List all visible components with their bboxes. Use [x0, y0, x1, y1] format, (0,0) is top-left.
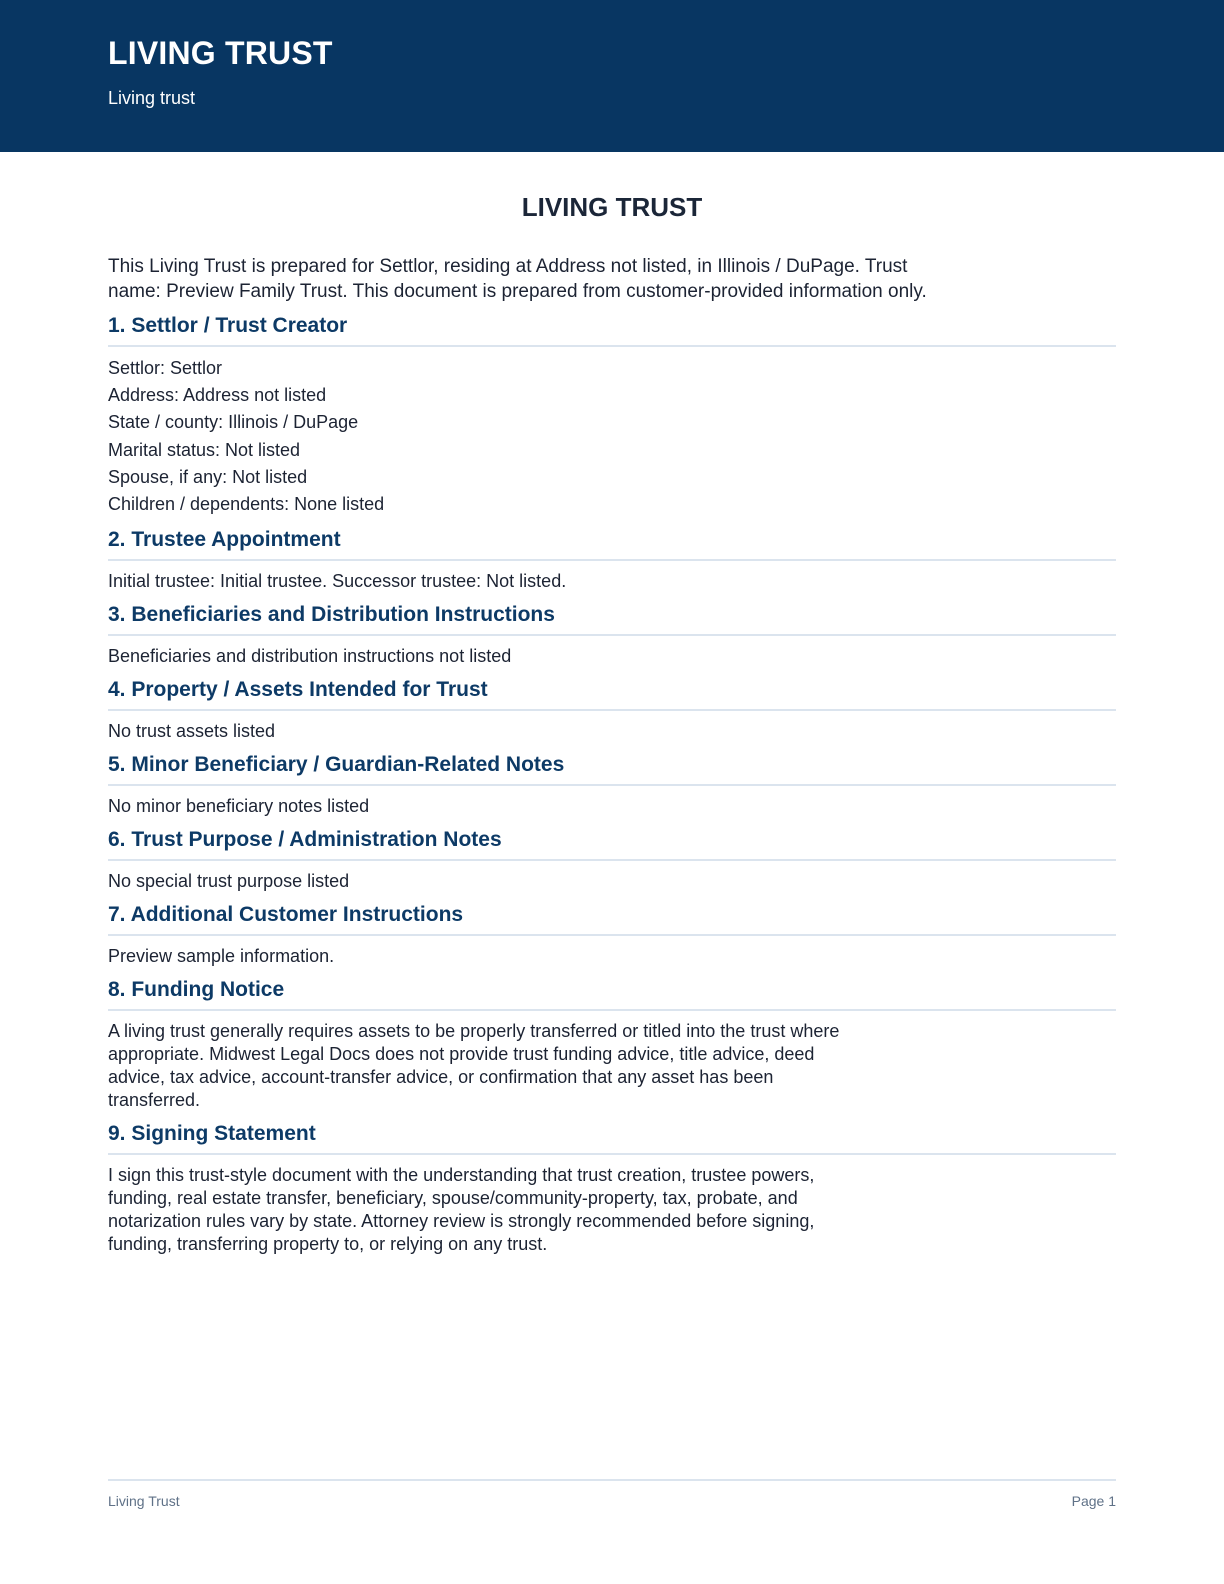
section-heading: 7. Additional Customer Instructions: [108, 902, 1116, 936]
section-minor-beneficiary: [108, 752, 1116, 818]
header-banner: [0, 0, 1224, 152]
section-heading: 3. Beneficiaries and Distribution Instructions: [108, 602, 1116, 636]
section-settlor: [108, 313, 1116, 518]
section-heading: 6. Trust Purpose / Administration Notes: [108, 827, 1116, 861]
section-body: No trust assets listed: [108, 721, 276, 742]
section-heading: 4. Property / Assets Intended for Trust: [108, 677, 1116, 711]
section-funding-notice: [108, 977, 1116, 1112]
intro-paragraph: This Living Trust is prepared for Settlor, residing at Address not listed, in Illinois / DuPage. Trust name: Preview Family Trust. This document is prepared from customer-provided information only.: [108, 256, 927, 302]
section-body: No special trust purpose listed: [108, 871, 350, 892]
section-body: Preview sample information.: [108, 946, 335, 967]
section-beneficiaries: [108, 602, 1116, 668]
section-body: No minor beneficiary notes listed: [108, 796, 370, 817]
address-line: Address: Address not listed: [108, 385, 327, 406]
section-additional-instructions: [108, 902, 1116, 968]
section-body: A living trust generally requires assets to be properly transferred or titled into the trust where appropriate. Midwest Legal Docs does not provide trust funding advice, title advice, deed advice, tax advice, account-transfer advice, or confirmation that any asset has been transferred.: [108, 1021, 840, 1111]
section-trustee-appointment: [108, 527, 1116, 593]
header-subtitle: Living trust: [108, 88, 196, 108]
state-county-line: State / county: Illinois / DuPage: [108, 412, 359, 433]
document-title: LIVING TRUST: [521, 192, 703, 222]
section-heading: 1. Settlor / Trust Creator: [108, 313, 1116, 347]
page-footer: [108, 1479, 1116, 1509]
section-heading: 5. Minor Beneficiary / Guardian-Related Notes: [108, 752, 1116, 786]
footer-page-number: Page 1: [1071, 1493, 1116, 1509]
section-heading: 2. Trustee Appointment: [108, 527, 1116, 561]
footer-document-name: Living Trust: [108, 1493, 180, 1509]
spouse-line: Spouse, if any: Not listed: [108, 466, 308, 487]
header-title: LIVING TRUST: [108, 35, 333, 71]
settlor-line: Settlor: Settlor: [108, 358, 223, 378]
children-line: Children / dependents: None listed: [108, 494, 385, 515]
section-property-assets: [108, 677, 1116, 743]
section-body: [108, 355, 1116, 518]
section-signing-statement: [108, 1121, 1116, 1256]
section-body: Beneficiaries and distribution instructions not listed: [108, 646, 512, 667]
section-body: I sign this trust-style document with the understanding that trust creation, trustee powers, funding, real estate transfer, beneficiary, spouse/community-property, tax, probate, and notarization rules vary by state. Attorney review is strongly recommended before signing, funding, transferring property to, or relying on any trust.: [108, 1165, 815, 1255]
section-body: Initial trustee: Initial trustee. Successor trustee: Not listed.: [108, 571, 567, 592]
section-trust-purpose: [108, 827, 1116, 893]
marital-status-line: Marital status: Not listed: [108, 439, 301, 460]
document-content: [108, 190, 1116, 1256]
section-heading: 9. Signing Statement: [108, 1121, 1116, 1155]
section-heading: 8. Funding Notice: [108, 977, 1116, 1011]
